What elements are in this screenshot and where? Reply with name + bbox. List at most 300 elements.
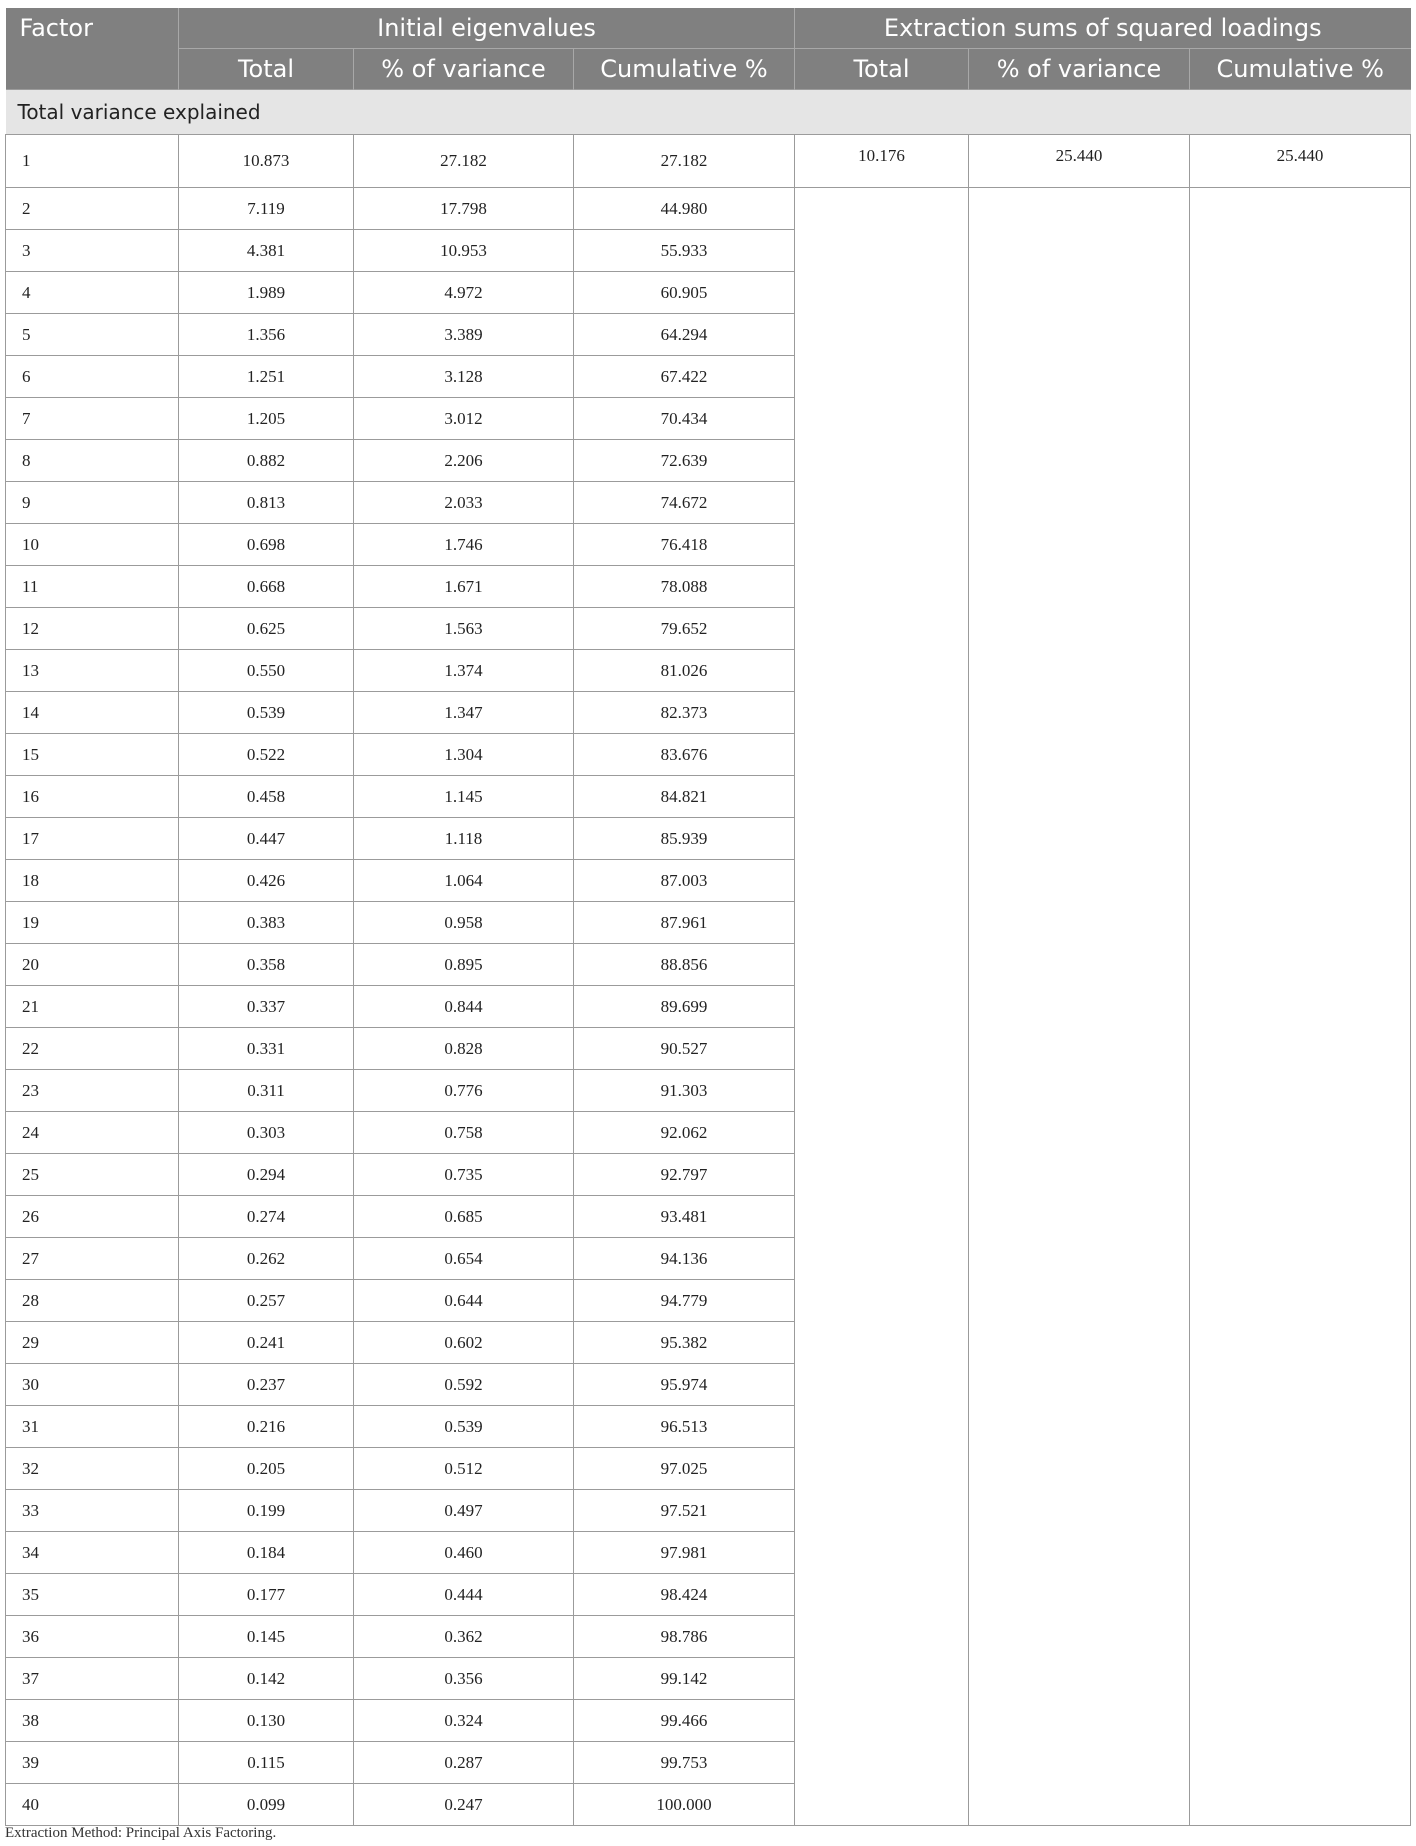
factor-cell: 25 [6,1154,179,1196]
empty-cell [969,1532,1190,1574]
factor-cell: 26 [6,1196,179,1238]
initial-cumulative-cell: 27.182 [574,135,795,188]
initial-total-cell: 1.251 [179,356,354,398]
table-row [6,440,1411,482]
empty-cell [795,1406,969,1448]
table-row [6,1784,1411,1826]
empty-cell [969,1322,1190,1364]
factor-cell: 14 [6,692,179,734]
empty-cell [1190,650,1411,692]
empty-cell [795,818,969,860]
initial-variance-cell: 1.118 [354,818,574,860]
empty-cell [795,314,969,356]
initial-total-cell: 0.262 [179,1238,354,1280]
table-body [6,135,1411,1826]
initial-cumulative-cell: 92.797 [574,1154,795,1196]
initial-variance-cell: 27.182 [354,135,574,188]
factor-cell: 29 [6,1322,179,1364]
initial-cumulative-cell: 60.905 [574,272,795,314]
empty-cell [795,1322,969,1364]
table-row [6,135,1411,188]
empty-cell [795,1490,969,1532]
table-row [6,1238,1411,1280]
empty-cell [969,608,1190,650]
initial-cumulative-cell: 89.699 [574,986,795,1028]
empty-cell [795,398,969,440]
empty-cell [795,188,969,230]
initial-total-cell: 1.989 [179,272,354,314]
initial-variance-cell: 0.497 [354,1490,574,1532]
initial-variance-cell: 1.671 [354,566,574,608]
initial-total-cell: 0.099 [179,1784,354,1826]
initial-variance-cell: 0.356 [354,1658,574,1700]
empty-cell [969,1616,1190,1658]
factor-cell: 34 [6,1532,179,1574]
empty-cell [795,1112,969,1154]
empty-cell [795,692,969,734]
empty-cell [795,1574,969,1616]
factor-cell: 40 [6,1784,179,1826]
factor-cell: 21 [6,986,179,1028]
table-row [6,944,1411,986]
empty-cell [1190,1742,1411,1784]
empty-cell [1190,1322,1411,1364]
initial-cumulative-cell: 91.303 [574,1070,795,1112]
factor-cell: 12 [6,608,179,650]
initial-variance-cell: 1.374 [354,650,574,692]
factor-cell: 2 [6,188,179,230]
initial-variance-cell: 0.362 [354,1616,574,1658]
empty-cell [795,1784,969,1826]
empty-cell [795,1070,969,1112]
empty-cell [1190,776,1411,818]
table-row [6,1280,1411,1322]
factor-cell: 37 [6,1658,179,1700]
initial-cumulative-cell: 72.639 [574,440,795,482]
factor-cell: 16 [6,776,179,818]
empty-cell [969,776,1190,818]
empty-cell [1190,1280,1411,1322]
initial-cumulative-cell: 97.981 [574,1532,795,1574]
initial-total-cell: 0.130 [179,1700,354,1742]
initial-cumulative-cell: 90.527 [574,1028,795,1070]
empty-cell [1190,1490,1411,1532]
factor-cell: 7 [6,398,179,440]
empty-cell [795,1196,969,1238]
table-row [6,566,1411,608]
empty-cell [1190,1574,1411,1616]
initial-total-cell: 0.184 [179,1532,354,1574]
empty-cell [795,944,969,986]
initial-variance-cell: 3.128 [354,356,574,398]
table-row [6,1028,1411,1070]
initial-cumulative-cell: 82.373 [574,692,795,734]
empty-cell [969,482,1190,524]
initial-total-cell: 0.177 [179,1574,354,1616]
empty-cell [795,986,969,1028]
initial-variance-cell: 0.512 [354,1448,574,1490]
empty-cell [1190,188,1411,230]
initial-total-cell: 0.199 [179,1490,354,1532]
empty-cell [1190,1364,1411,1406]
extraction-cumulative-cell: 25.440 [1190,135,1411,188]
table-row [6,860,1411,902]
empty-cell [1190,1700,1411,1742]
empty-cell [969,1784,1190,1826]
initial-cumulative-cell: 70.434 [574,398,795,440]
initial-cumulative-cell: 79.652 [574,608,795,650]
empty-cell [969,1070,1190,1112]
empty-cell [795,650,969,692]
factor-cell: 5 [6,314,179,356]
initial-cumulative-cell: 84.821 [574,776,795,818]
initial-variance-cell: 1.064 [354,860,574,902]
factor-cell: 17 [6,818,179,860]
header-factor: Factor [6,8,179,90]
factor-cell: 3 [6,230,179,272]
table-row [6,482,1411,524]
empty-cell [1190,734,1411,776]
empty-cell [1190,860,1411,902]
initial-cumulative-cell: 95.974 [574,1364,795,1406]
header-extraction-variance: % of variance [969,49,1190,90]
empty-cell [795,1028,969,1070]
empty-cell [1190,1784,1411,1826]
footnote: Extraction Method: Principal Axis Factoring. [5,1825,277,1841]
empty-cell [969,1364,1190,1406]
initial-cumulative-cell: 76.418 [574,524,795,566]
table-row [6,272,1411,314]
initial-variance-cell: 0.828 [354,1028,574,1070]
factor-cell: 18 [6,860,179,902]
factor-cell: 20 [6,944,179,986]
initial-total-cell: 0.311 [179,1070,354,1112]
empty-cell [795,1658,969,1700]
empty-cell [795,230,969,272]
table-row [6,1532,1411,1574]
empty-cell [969,272,1190,314]
empty-cell [795,524,969,566]
empty-cell [1190,1406,1411,1448]
initial-cumulative-cell: 98.786 [574,1616,795,1658]
initial-total-cell: 0.458 [179,776,354,818]
empty-cell [795,566,969,608]
initial-cumulative-cell: 74.672 [574,482,795,524]
empty-cell [969,860,1190,902]
empty-cell [1190,1658,1411,1700]
empty-cell [1190,1028,1411,1070]
empty-cell [1190,1112,1411,1154]
initial-cumulative-cell: 55.933 [574,230,795,272]
factor-cell: 13 [6,650,179,692]
factor-cell: 27 [6,1238,179,1280]
empty-cell [795,902,969,944]
empty-cell [795,356,969,398]
table-row [6,1406,1411,1448]
initial-variance-cell: 3.012 [354,398,574,440]
factor-cell: 23 [6,1070,179,1112]
factor-cell: 28 [6,1280,179,1322]
empty-cell [969,902,1190,944]
initial-total-cell: 0.205 [179,1448,354,1490]
header-initial-total: Total [179,49,354,90]
factor-cell: 9 [6,482,179,524]
empty-cell [1190,1154,1411,1196]
empty-cell [969,1574,1190,1616]
initial-total-cell: 0.274 [179,1196,354,1238]
initial-variance-cell: 2.206 [354,440,574,482]
factor-cell: 6 [6,356,179,398]
table-header [6,8,1411,90]
initial-total-cell: 7.119 [179,188,354,230]
initial-variance-cell: 1.746 [354,524,574,566]
table-row [6,1112,1411,1154]
section-row [6,90,1411,135]
factor-cell: 8 [6,440,179,482]
empty-cell [969,650,1190,692]
initial-variance-cell: 0.539 [354,1406,574,1448]
table-row [6,608,1411,650]
extraction-variance-cell: 25.440 [969,135,1190,188]
empty-cell [795,1154,969,1196]
initial-variance-cell: 17.798 [354,188,574,230]
initial-cumulative-cell: 87.003 [574,860,795,902]
empty-cell [795,608,969,650]
table-row [6,986,1411,1028]
table-row [6,1448,1411,1490]
initial-cumulative-cell: 87.961 [574,902,795,944]
empty-cell [969,1154,1190,1196]
initial-total-cell: 0.303 [179,1112,354,1154]
empty-cell [1190,482,1411,524]
initial-cumulative-cell: 96.513 [574,1406,795,1448]
initial-variance-cell: 1.347 [354,692,574,734]
initial-variance-cell: 0.602 [354,1322,574,1364]
empty-cell [969,734,1190,776]
empty-cell [1190,1532,1411,1574]
table-row [6,1616,1411,1658]
empty-cell [1190,1196,1411,1238]
initial-cumulative-cell: 99.142 [574,1658,795,1700]
empty-cell [1190,608,1411,650]
empty-cell [969,1742,1190,1784]
empty-cell [1190,1616,1411,1658]
factor-cell: 15 [6,734,179,776]
initial-total-cell: 0.145 [179,1616,354,1658]
empty-cell [795,1280,969,1322]
initial-variance-cell: 0.844 [354,986,574,1028]
empty-cell [969,1238,1190,1280]
initial-cumulative-cell: 88.856 [574,944,795,986]
initial-total-cell: 0.550 [179,650,354,692]
empty-cell [795,482,969,524]
variance-table-container [5,8,1410,1826]
factor-cell: 32 [6,1448,179,1490]
empty-cell [969,314,1190,356]
table-row [6,650,1411,692]
initial-total-cell: 0.142 [179,1658,354,1700]
initial-cumulative-cell: 78.088 [574,566,795,608]
initial-cumulative-cell: 97.521 [574,1490,795,1532]
empty-cell [1190,230,1411,272]
table-row [6,1700,1411,1742]
initial-cumulative-cell: 81.026 [574,650,795,692]
initial-variance-cell: 3.389 [354,314,574,356]
empty-cell [1190,944,1411,986]
factor-cell: 24 [6,1112,179,1154]
initial-cumulative-cell: 67.422 [574,356,795,398]
empty-cell [1190,818,1411,860]
table-row [6,314,1411,356]
table-row [6,1196,1411,1238]
table-row [6,818,1411,860]
factor-cell: 11 [6,566,179,608]
table-row [6,398,1411,440]
initial-cumulative-cell: 95.382 [574,1322,795,1364]
empty-cell [969,1112,1190,1154]
initial-total-cell: 1.356 [179,314,354,356]
factor-cell: 1 [6,135,179,188]
empty-cell [969,398,1190,440]
initial-total-cell: 0.241 [179,1322,354,1364]
empty-cell [1190,524,1411,566]
initial-total-cell: 0.294 [179,1154,354,1196]
empty-cell [795,776,969,818]
initial-variance-cell: 2.033 [354,482,574,524]
initial-cumulative-cell: 93.481 [574,1196,795,1238]
initial-total-cell: 10.873 [179,135,354,188]
initial-total-cell: 0.115 [179,1742,354,1784]
initial-total-cell: 0.625 [179,608,354,650]
initial-total-cell: 0.447 [179,818,354,860]
empty-cell [1190,356,1411,398]
empty-cell [969,1406,1190,1448]
initial-variance-cell: 0.895 [354,944,574,986]
initial-cumulative-cell: 97.025 [574,1448,795,1490]
initial-variance-cell: 1.563 [354,608,574,650]
initial-cumulative-cell: 94.779 [574,1280,795,1322]
extraction-total-cell: 10.176 [795,135,969,188]
table-row [6,230,1411,272]
initial-variance-cell: 0.444 [354,1574,574,1616]
factor-cell: 19 [6,902,179,944]
initial-total-cell: 4.381 [179,230,354,272]
initial-cumulative-cell: 98.424 [574,1574,795,1616]
table-row [6,776,1411,818]
initial-total-cell: 0.216 [179,1406,354,1448]
empty-cell [1190,1448,1411,1490]
initial-cumulative-cell: 83.676 [574,734,795,776]
table-row [6,902,1411,944]
empty-cell [969,188,1190,230]
initial-cumulative-cell: 44.980 [574,188,795,230]
initial-total-cell: 0.522 [179,734,354,776]
empty-cell [1190,1070,1411,1112]
factor-cell: 33 [6,1490,179,1532]
initial-variance-cell: 0.758 [354,1112,574,1154]
table-row [6,1658,1411,1700]
initial-variance-cell: 0.685 [354,1196,574,1238]
empty-cell [1190,902,1411,944]
empty-cell [795,734,969,776]
initial-variance-cell: 1.145 [354,776,574,818]
table-row [6,1154,1411,1196]
table-row [6,1742,1411,1784]
total-variance-table [5,8,1411,1826]
empty-cell [795,1238,969,1280]
initial-variance-cell: 0.776 [354,1070,574,1112]
table-row [6,188,1411,230]
empty-cell [969,566,1190,608]
factor-cell: 30 [6,1364,179,1406]
empty-cell [795,1532,969,1574]
initial-total-cell: 0.337 [179,986,354,1028]
header-extraction-cumulative: Cumulative % [1190,49,1411,90]
empty-cell [969,1196,1190,1238]
initial-total-cell: 0.257 [179,1280,354,1322]
empty-cell [1190,398,1411,440]
initial-cumulative-cell: 85.939 [574,818,795,860]
initial-total-cell: 0.237 [179,1364,354,1406]
factor-cell: 38 [6,1700,179,1742]
initial-total-cell: 0.698 [179,524,354,566]
header-initial-cumulative: Cumulative % [574,49,795,90]
empty-cell [969,356,1190,398]
empty-cell [795,1448,969,1490]
empty-cell [795,272,969,314]
empty-cell [795,1364,969,1406]
header-extraction-total: Total [795,49,969,90]
empty-cell [969,1700,1190,1742]
factor-cell: 10 [6,524,179,566]
table-row [6,1364,1411,1406]
empty-cell [969,1658,1190,1700]
initial-cumulative-cell: 92.062 [574,1112,795,1154]
initial-cumulative-cell: 64.294 [574,314,795,356]
empty-cell [1190,986,1411,1028]
empty-cell [1190,692,1411,734]
initial-cumulative-cell: 99.466 [574,1700,795,1742]
empty-cell [969,440,1190,482]
initial-total-cell: 0.426 [179,860,354,902]
initial-cumulative-cell: 100.000 [574,1784,795,1826]
initial-total-cell: 0.813 [179,482,354,524]
initial-variance-cell: 0.324 [354,1700,574,1742]
empty-cell [969,230,1190,272]
initial-variance-cell: 0.654 [354,1238,574,1280]
empty-cell [969,818,1190,860]
empty-cell [969,1448,1190,1490]
initial-cumulative-cell: 99.753 [574,1742,795,1784]
empty-cell [795,860,969,902]
initial-total-cell: 0.668 [179,566,354,608]
table-row [6,524,1411,566]
table-row [6,1322,1411,1364]
empty-cell [969,1490,1190,1532]
factor-cell: 35 [6,1574,179,1616]
table-row [6,1070,1411,1112]
initial-variance-cell: 0.460 [354,1532,574,1574]
table-row [6,692,1411,734]
empty-cell [795,1742,969,1784]
initial-total-cell: 0.882 [179,440,354,482]
initial-total-cell: 1.205 [179,398,354,440]
initial-variance-cell: 4.972 [354,272,574,314]
header-extraction-sums: Extraction sums of squared loadings [795,8,1411,49]
initial-variance-cell: 1.304 [354,734,574,776]
initial-cumulative-cell: 94.136 [574,1238,795,1280]
header-initial-variance: % of variance [354,49,574,90]
